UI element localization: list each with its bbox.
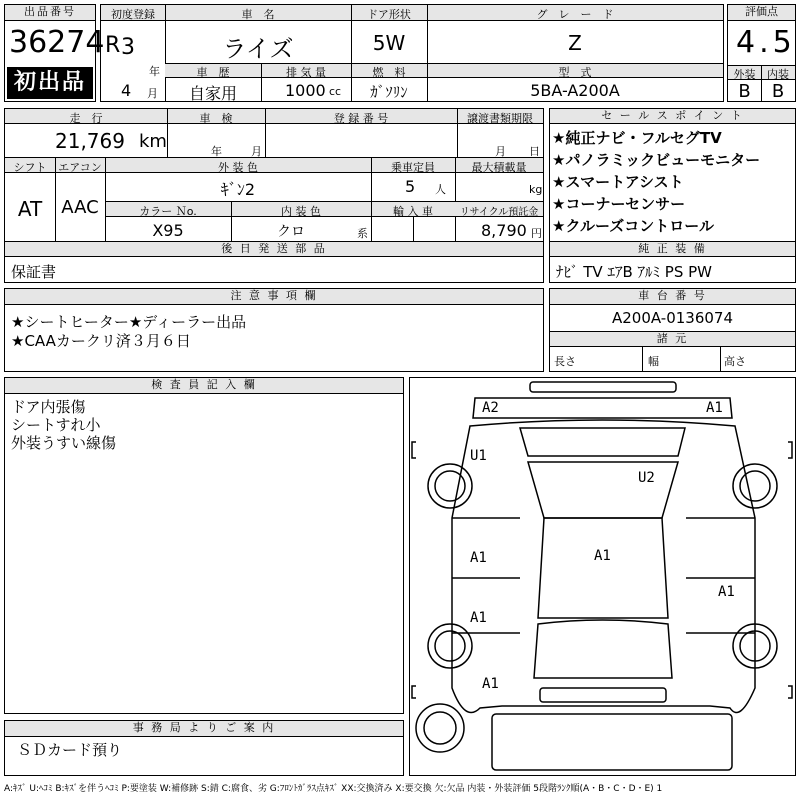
office-text: ＳＤカード預り [17,741,123,759]
inspector-line: シートすれ小 [11,416,101,434]
notes-box [4,288,544,372]
interior-label: 内装 [767,68,789,81]
sales-point: ★コーナーセンサー [552,195,686,213]
legend: A:ｷｽﾞ U:ﾍｺﾐ B:ｷｽﾞを伴うﾍｺﾐ P:要塗装 W:補修跡 S:錆 C:腐食、劣 G:ﾌﾛﾝﾄｶﾞﾗｽ点ｷｽﾞ XX:交換済み X:要交換 欠:欠品 内装・外装評価 5段階ﾗﾝｸ順(A・B・C・D・E) 1 [4,784,663,794]
mark-door-right: A1 [718,584,735,600]
notes-label: 注 意 事 項 欄 [5,289,543,305]
mileage-label: 走 行 [69,112,103,125]
header-table [100,4,724,102]
door-label: ドア形状 [367,8,411,21]
equipment-label: 純 正 装 備 [550,242,795,257]
length-label: 長さ [554,355,576,368]
month-unit: 月 [147,87,158,100]
score-label: 評価点 [728,5,795,21]
recycle-label: リサイクル預託金 [459,207,539,218]
ext-color: ｷﾞﾝ2 [220,180,256,199]
mark-door-left-rear: A1 [470,610,487,626]
ac-label: エアコン [58,161,102,174]
int-color: クロ [277,224,305,240]
car-diagram-box [409,377,796,776]
capacity-unit: 人 [435,183,446,196]
displacement: 1000 [285,81,326,100]
mark-center: A1 [594,548,611,564]
mark-door-left-front: A1 [470,550,487,566]
car-name: ライズ [222,35,294,63]
recycle-fee: 8,790 [481,221,527,240]
chassis-label: 車 台 番 号 [550,289,795,305]
color-number: X95 [152,221,184,240]
sales-points-label: セ ー ル ス ポ イ ン ト [550,109,795,124]
equipment: ﾅﾋﾞ TV ｴｱB ｱﾙﾐ PS PW [556,263,712,281]
history-label: 車 歴 [196,66,230,79]
chassis-box [549,288,796,372]
sales-point: ★スマートアシスト [552,173,684,191]
mark-front-right: A1 [706,400,723,416]
sales-points-box [549,108,796,283]
transfer-month-unit: 月 [495,145,506,158]
grade: Z [568,31,582,55]
note-line: ★CAAカークリ済３月６日 [11,332,191,350]
height-label: 高さ [724,355,746,368]
recycle-unit: 円 [531,227,542,240]
era-year: 3 [121,35,135,60]
exterior-grade: B [738,81,751,102]
model: 5BA-A200A [530,81,620,100]
first-listing-badge: 初出品 [7,67,93,99]
era: R [105,33,121,58]
sales-points-list [552,127,760,237]
width-label: 幅 [648,355,659,368]
transfer-day-unit: 日 [529,145,540,158]
car-name-label: 車 名 [241,8,275,21]
shift: AT [17,197,43,221]
mileage: 21,769 [55,129,125,153]
later-parts-label: 後 日 発 送 部 品 [5,242,543,257]
shift-label: シフト [13,161,47,174]
inspector-line: 外装うすい線傷 [11,434,117,452]
office-label: 事 務 局 よ り ご 案 内 [5,721,403,737]
sales-point: ★純正ナビ・フルセグTV [552,129,722,147]
max-load-label: 最大積載量 [471,161,527,174]
fuel: ｶﾞｿﾘﾝ [370,83,408,101]
inspection-year-unit: 年 [211,145,222,158]
displacement-unit: cc [329,85,342,98]
later-parts: 保証書 [11,263,57,281]
mileage-unit: km [139,131,167,152]
interior-grade: B [771,81,785,102]
air-conditioner: AAC [61,197,99,218]
inspector-line: ドア内張傷 [11,398,86,416]
grade-label: グ レ ー ド [536,8,614,21]
chassis-number: A200A-0136074 [611,309,734,327]
car-diagram [410,378,795,775]
mark-door-fl: U1 [470,448,487,464]
inspection-month-unit: 月 [251,145,262,158]
score-box [727,4,796,102]
ext-color-label: 外 装 色 [218,161,258,174]
inspector-box [4,377,404,714]
note-line: ★シートヒーター★ディーラー出品 [11,313,247,331]
transfer-label: 譲渡書類期限 [467,112,533,125]
sales-point: ★パノラミックビューモニター [552,151,761,169]
mark-rear-left: A1 [482,676,499,692]
capacity-label: 乗車定員 [391,161,435,174]
int-color-label: 内 装 色 [281,205,321,218]
max-load-unit: kg [529,183,543,196]
color-no-label: カラー Ｎo. [139,205,197,218]
first-reg-label: 初度登録 [111,8,155,21]
mark-front-left: A2 [482,400,499,416]
lot-box [4,4,105,102]
lot-number: 36274 [9,25,105,60]
year-unit: 年 [149,65,160,78]
capacity: 5 [405,177,416,196]
history: 自家用 [188,84,237,103]
office-box [4,720,404,776]
model-label: 型 式 [558,66,592,79]
displacement-label: 排 気 量 [286,66,326,79]
exterior-label: 外装 [733,68,756,81]
lot-label: 出品番号 [5,5,95,21]
details-table [4,108,544,283]
month: 4 [121,81,132,100]
door-type: 5W [372,31,406,55]
reg-number-label: 登 録 番 号 [333,112,389,125]
fuel-label: 燃 料 [372,66,406,79]
mark-roof: U2 [638,470,655,486]
import-label: 輸 入 車 [393,205,433,218]
sales-point: ★クルーズコントロール [552,217,714,235]
score: 4.5 [736,25,796,60]
int-color-unit: 系 [357,227,368,240]
inspection-label: 車 検 [199,112,233,125]
inspector-label: 検 査 員 記 入 欄 [5,378,403,394]
spec-label: 諸 元 [550,332,795,347]
